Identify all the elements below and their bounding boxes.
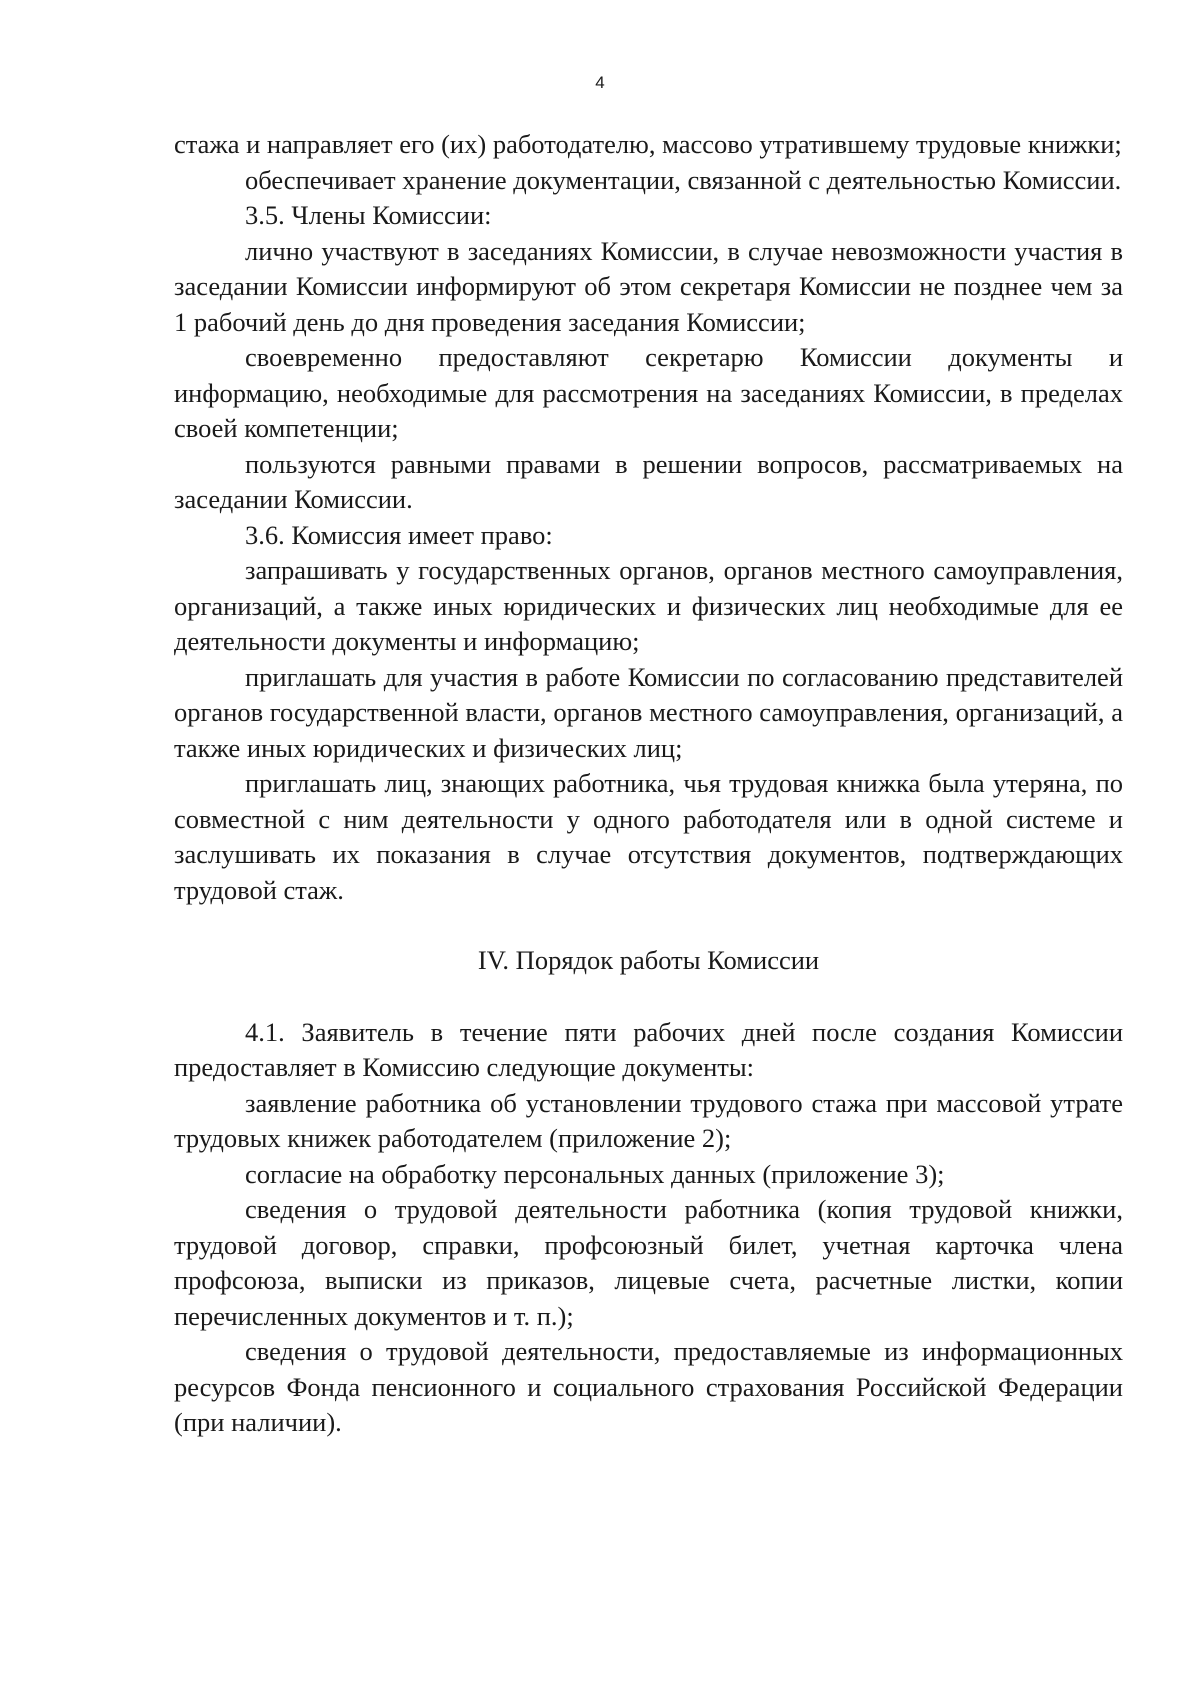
paragraph: приглашать для участия в работе Комиссии по согласованию представителей органов государственной власти, органов местного самоуправления, организаций, а также иных юридических и физических лиц;: [174, 661, 1123, 763]
paragraph: запрашивать у государственных органов, органов местного самоуправления, организаций, а также иных юридических и физических лиц необходимые для ее деятельности документы и информацию;: [174, 555, 1123, 656]
section-3-paragraphs: [174, 127, 1123, 908]
paragraph: приглашать лиц, знающих работника, чья трудовая книжка была утеряна, по совместной с ним деятельности у одного работодателя или в одной системе и заслушивать их показания в случае отсутствия документов, подтверждающих трудовой стаж.: [174, 768, 1123, 905]
clause-4-1: 4.1. Заявитель в течение пяти рабочих дней после создания Комиссии предоставляет в Комиссию следующие документы:: [174, 1016, 1123, 1082]
section-4-paragraphs: [174, 1015, 1123, 1441]
paragraph: обеспечивает хранение документации, связанной с деятельностью Комиссии.: [245, 164, 1122, 195]
paragraph: сведения о трудовой деятельности работника (копия трудовой книжки, трудовой договор, справки, профсоюзный билет, учетная карточка члена профсоюза, выписки из приказов, лицевые счета, расчетные листки, копии перечисленных документов и т. п.);: [174, 1194, 1123, 1331]
paragraph: заявление работника об установлении трудового стажа при массовой утрате трудовых книжек работодателем (приложение 2);: [174, 1087, 1123, 1153]
clause-3-5-title: 3.5. Члены Комиссии:: [245, 200, 492, 230]
paragraph: лично участвуют в заседаниях Комиссии, в случае невозможности участия в заседании Комиссии информируют об этом секретаря Комиссии не позднее чем за 1 рабочий день до дня проведения заседания Комиссии;: [174, 235, 1123, 337]
paragraph: согласие на обработку персональных данных (приложение 3);: [245, 1158, 945, 1189]
page-number: 4: [595, 73, 605, 92]
paragraph: своевременно предоставляют секретарю Комиссии документы и информацию, необходимые для рассмотрения на заседаниях Комиссии, в пределах своей компетенции;: [174, 342, 1123, 443]
paragraph: пользуются равными правами в решении вопросов, рассматриваемых на заседании Комиссии.: [174, 448, 1123, 514]
paragraph: сведения о трудовой деятельности, предоставляемые из информационных ресурсов Фонда пенсионного и социального страхования Российской Федерации (при наличии).: [174, 1336, 1123, 1437]
clause-3-6-title: 3.6. Комиссия имеет право:: [245, 519, 553, 550]
document-body: [174, 127, 1123, 1441]
paragraph-continuation: стажа и направляет его (их) работодателю, массово утратившему трудовые книжки;: [174, 129, 1122, 159]
section-heading: IV. Порядок работы Комиссии: [477, 945, 820, 975]
